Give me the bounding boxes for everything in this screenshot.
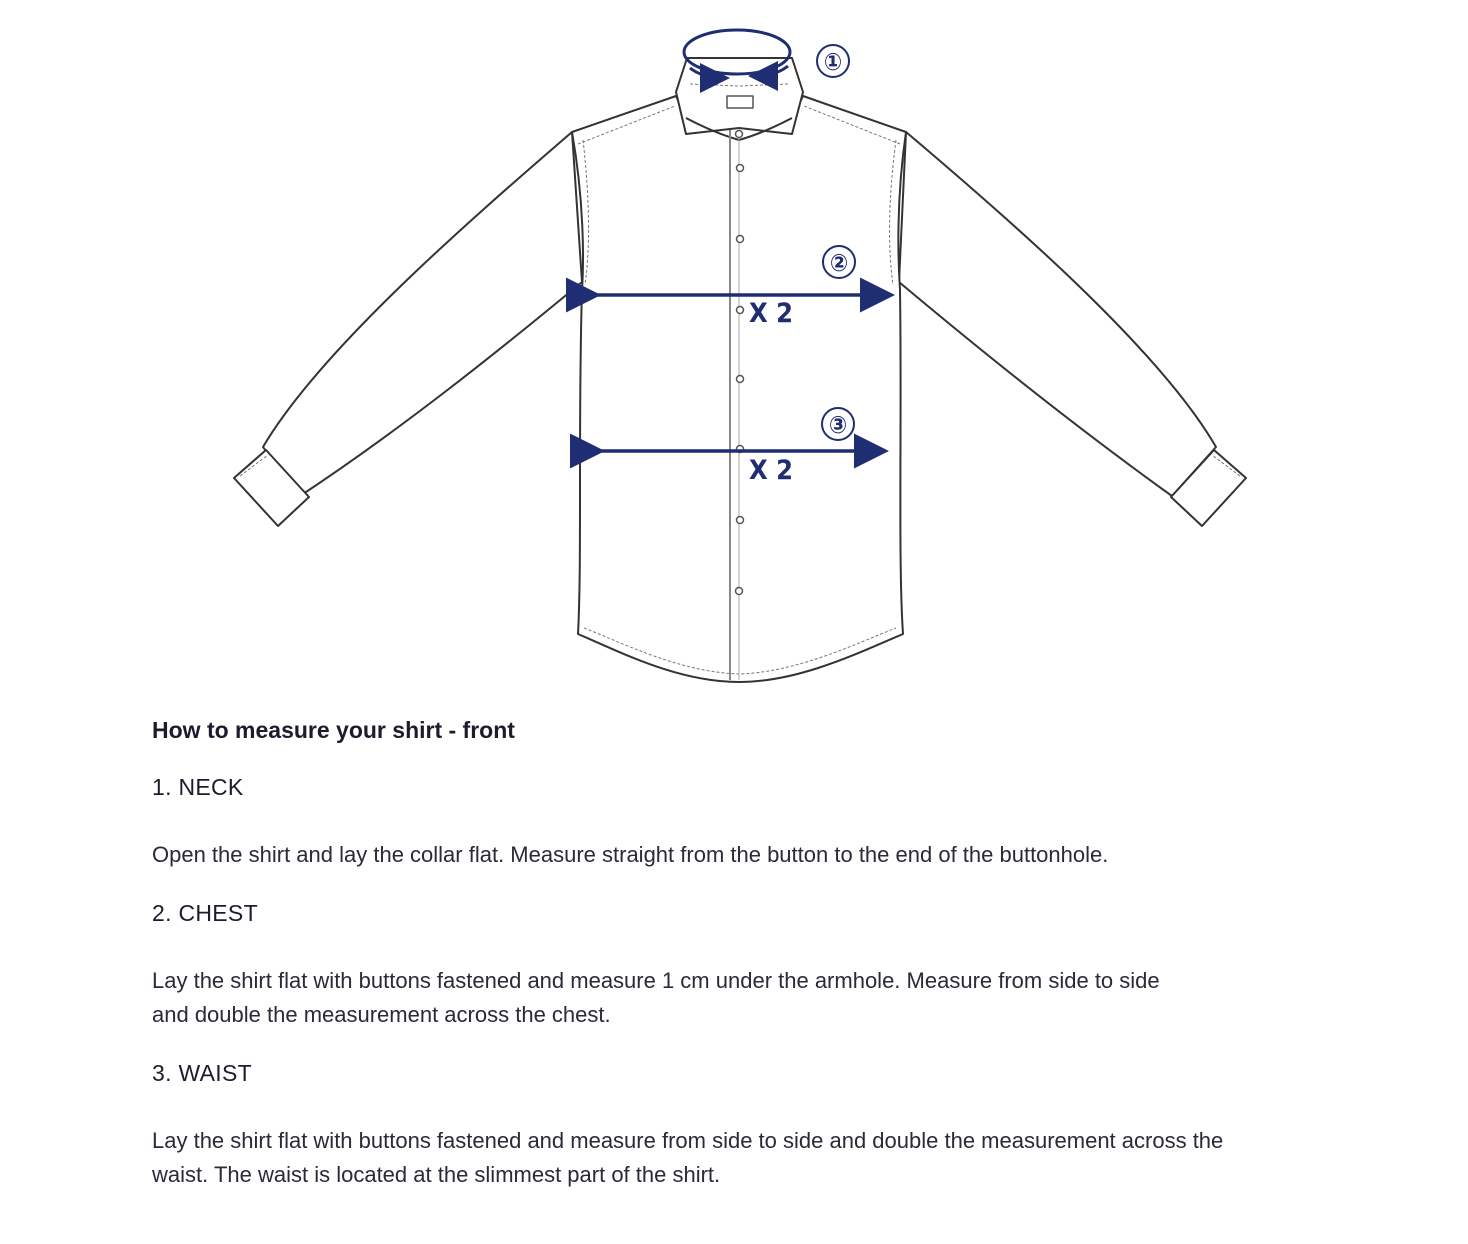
- button: [736, 588, 743, 595]
- chest-title: 2. CHEST: [152, 900, 258, 926]
- neck-title: 1. NECK: [152, 774, 244, 800]
- collar-label: [727, 96, 753, 108]
- button: [737, 376, 744, 383]
- waist-title: 3. WAIST: [152, 1060, 252, 1086]
- marker-3: ③: [828, 411, 848, 439]
- chest-body-line-1: Lay the shirt flat with buttons fastened and measure 1 cm under the armhole. Measure from side to side: [152, 968, 1160, 993]
- button: [737, 165, 744, 172]
- waist-multiplier: X 2: [749, 455, 794, 486]
- instructions: [152, 712, 1332, 1192]
- waist-body-line-1: Lay the shirt flat with buttons fastened and measure from side to side and double the measurement across the: [152, 1128, 1224, 1153]
- button: [737, 307, 744, 314]
- chest-multiplier: X 2: [749, 298, 794, 329]
- right-sleeve: [899, 132, 1216, 496]
- left-sleeve: [263, 132, 582, 496]
- marker-2: ②: [829, 249, 849, 277]
- waist-body-line-2: waist. The waist is located at the slimmest part of the shirt.: [152, 1162, 721, 1187]
- neck-body: Open the shirt and lay the collar flat. Measure straight from the button to the end of the buttonhole.: [152, 842, 1109, 867]
- marker-1: ①: [823, 48, 843, 76]
- button: [737, 236, 744, 243]
- button: [737, 517, 744, 524]
- button: [736, 131, 743, 138]
- page-heading: How to measure your shirt - front: [152, 717, 515, 743]
- chest-body-line-2: and double the measurement across the chest.: [152, 1002, 611, 1027]
